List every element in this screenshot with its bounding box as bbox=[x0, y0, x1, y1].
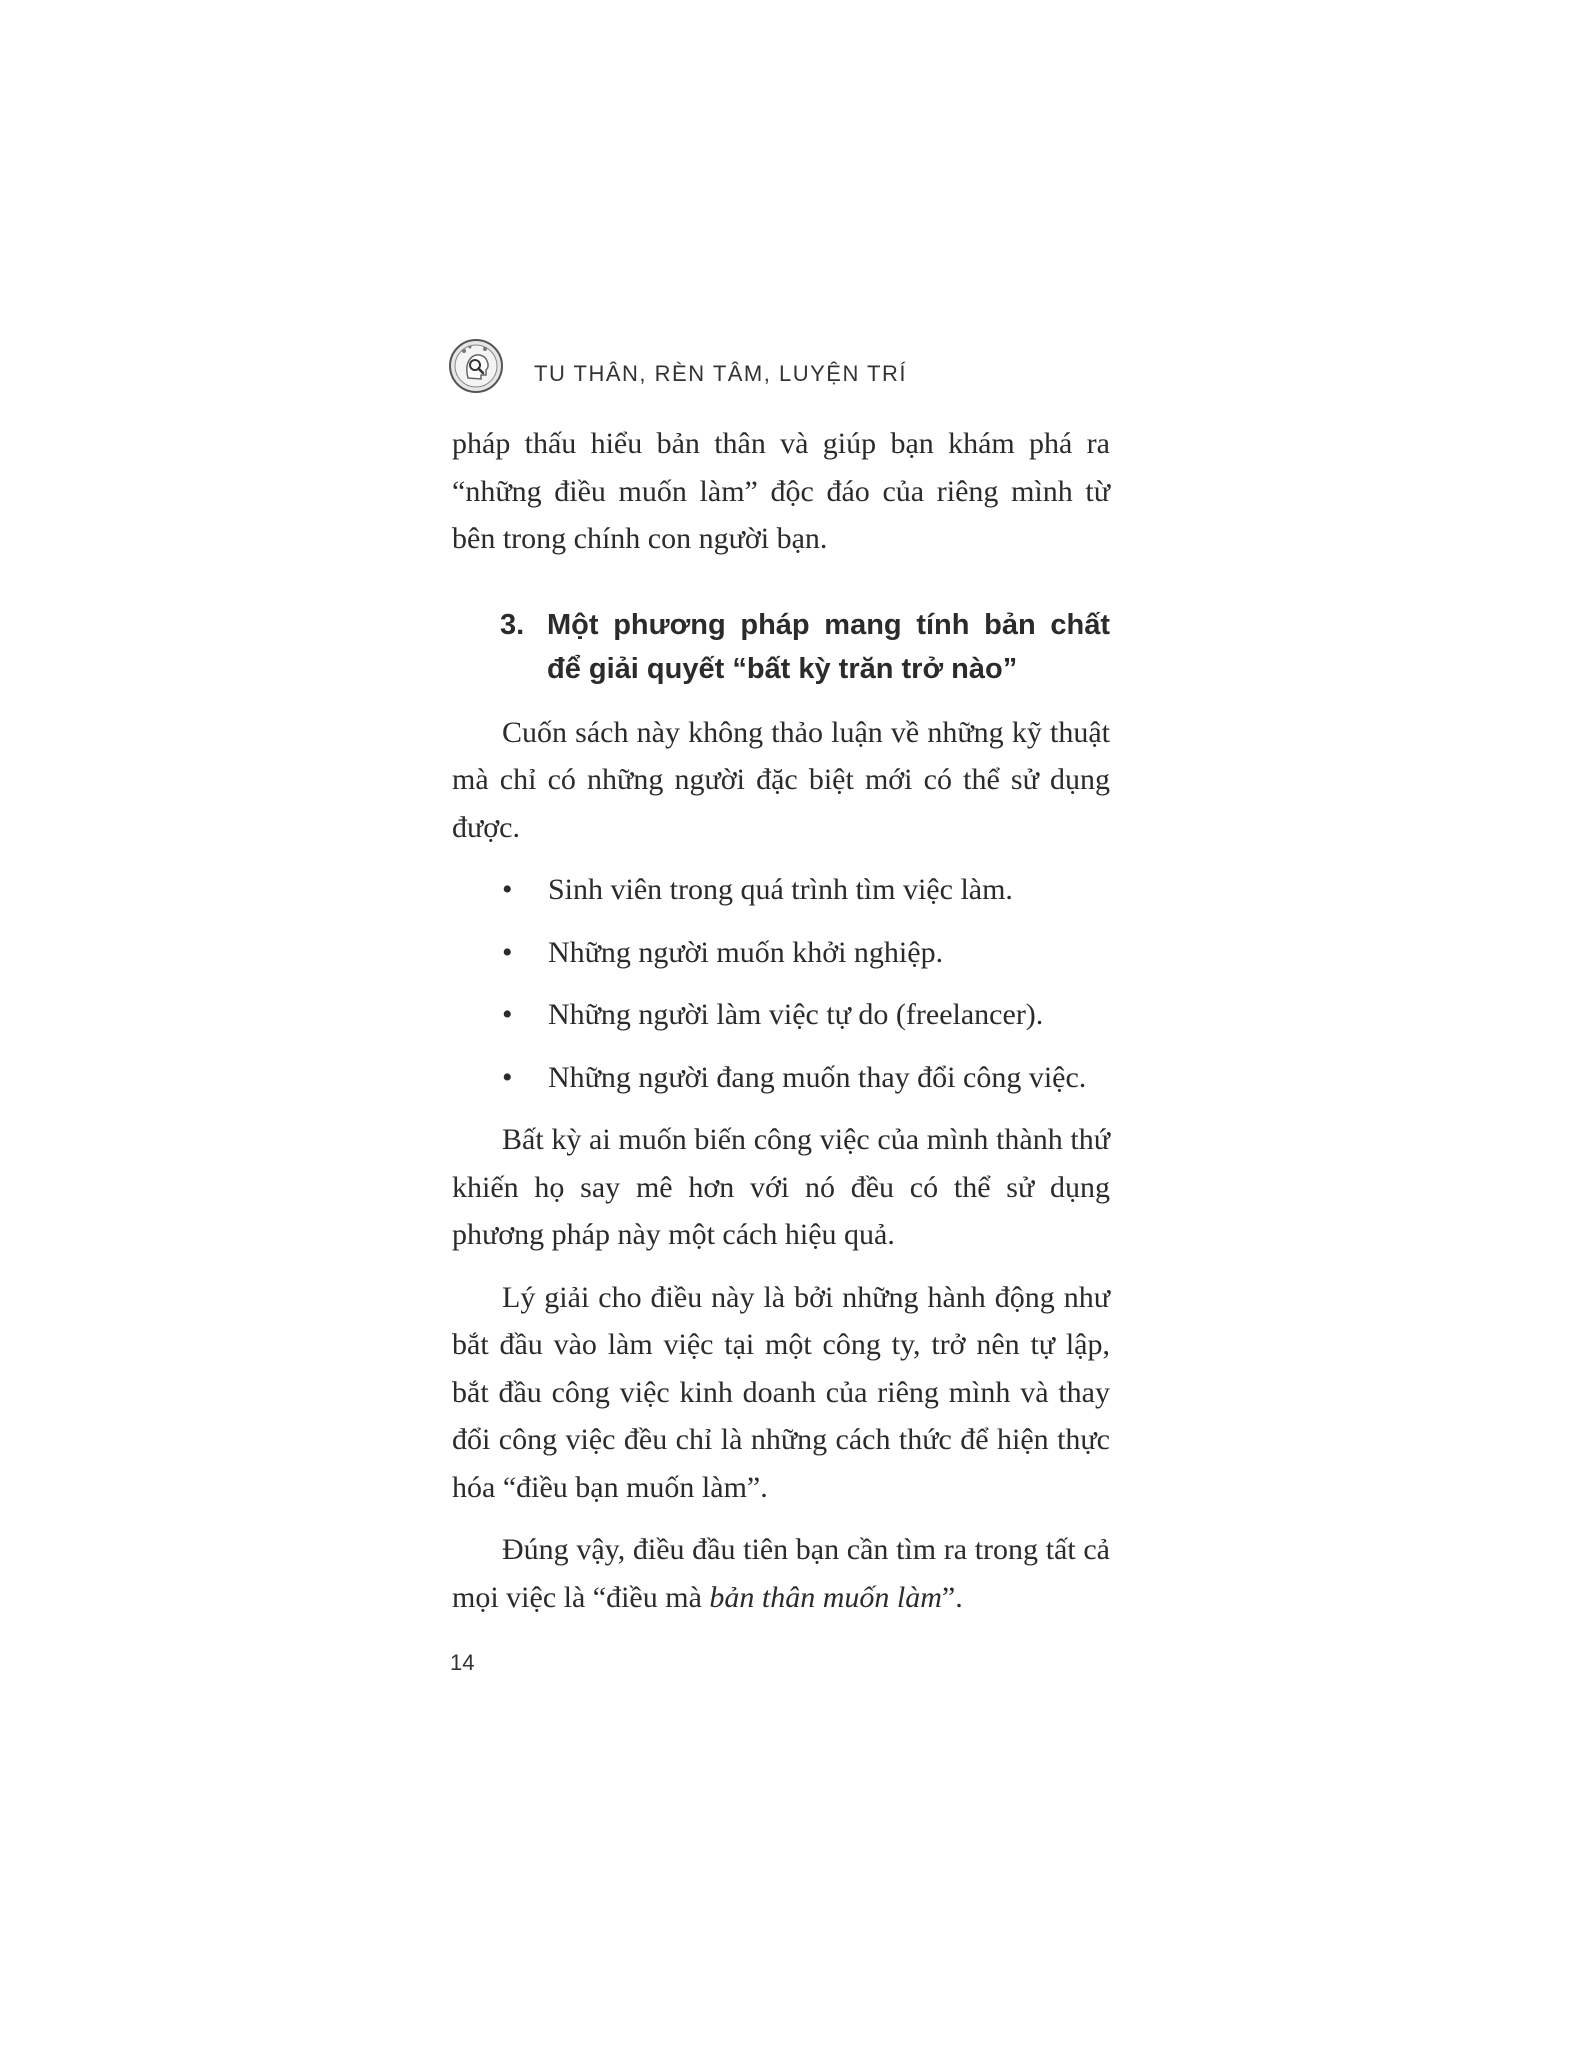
intro-paragraph: pháp thấu hiểu bản thân và giúp bạn khám phá ra “những điều muốn làm” độc đáo của riêng mình từ bên trong chính con người bạn. bbox=[452, 427, 1110, 555]
list-item-text: Những người muốn khởi nghiệp. bbox=[548, 935, 944, 969]
paragraph-1: Cuốn sách này không thảo luận về những kỹ thuật mà chỉ có những người đặc biệt mới có thể sử dụng được. bbox=[452, 715, 1110, 844]
paragraph-3: Lý giải cho điều này là bởi những hành động như bắt đầu vào làm việc tại một công ty, trở nên tự lập, bắt đầu công việc kinh doanh của riêng mình và thay đổi công việc đều chỉ là những cách thức để hiện thực hóa “điều bạn muốn làm”. bbox=[452, 1280, 1110, 1504]
bullet-icon: • bbox=[502, 998, 513, 1031]
paragraph-4 bbox=[452, 1526, 1110, 1621]
section-title: Một phương pháp mang tính bản chất để giải quyết “bất kỳ trăn trở nào” bbox=[547, 608, 1110, 685]
list-item bbox=[452, 1054, 1110, 1102]
page-number: 14 bbox=[450, 1650, 475, 1675]
list-item bbox=[452, 991, 1110, 1039]
bullet-list bbox=[452, 866, 1110, 1101]
bullet-icon: • bbox=[502, 873, 513, 906]
paragraph-4-end: ”. bbox=[941, 1580, 963, 1614]
paragraph-2: Bất kỳ ai muốn biến công việc của mình thành thứ khiến họ say mê hơn với nó đều có thể sử dụng phương pháp này một cách hiệu quả. bbox=[452, 1123, 1110, 1251]
head-with-magnifier-icon bbox=[448, 338, 504, 394]
list-item bbox=[452, 866, 1110, 914]
list-item-text: Những người đang muốn thay đổi công việc. bbox=[548, 1060, 1087, 1094]
paragraph-4-start: Đúng vậy, điều đầu tiên bạn cần tìm ra trong tất cả mọi việc là “điều mà bbox=[452, 1533, 1110, 1614]
list-item bbox=[452, 929, 1110, 977]
header-title: TU THÂN, RÈN TÂM, LUYỆN TRÍ bbox=[534, 361, 907, 386]
list-item-text: Sinh viên trong quá trình tìm việc làm. bbox=[548, 873, 1013, 906]
bullet-icon: • bbox=[502, 935, 513, 969]
paragraph-4-emphasis: bản thân muốn làm bbox=[709, 1580, 942, 1614]
list-item-text: Những người làm việc tự do (freelancer). bbox=[548, 998, 1044, 1031]
running-header bbox=[448, 338, 907, 394]
page-body bbox=[452, 420, 1110, 1621]
section-number: 3. bbox=[500, 608, 525, 641]
section-heading bbox=[452, 603, 1110, 691]
bullet-icon: • bbox=[502, 1060, 513, 1094]
